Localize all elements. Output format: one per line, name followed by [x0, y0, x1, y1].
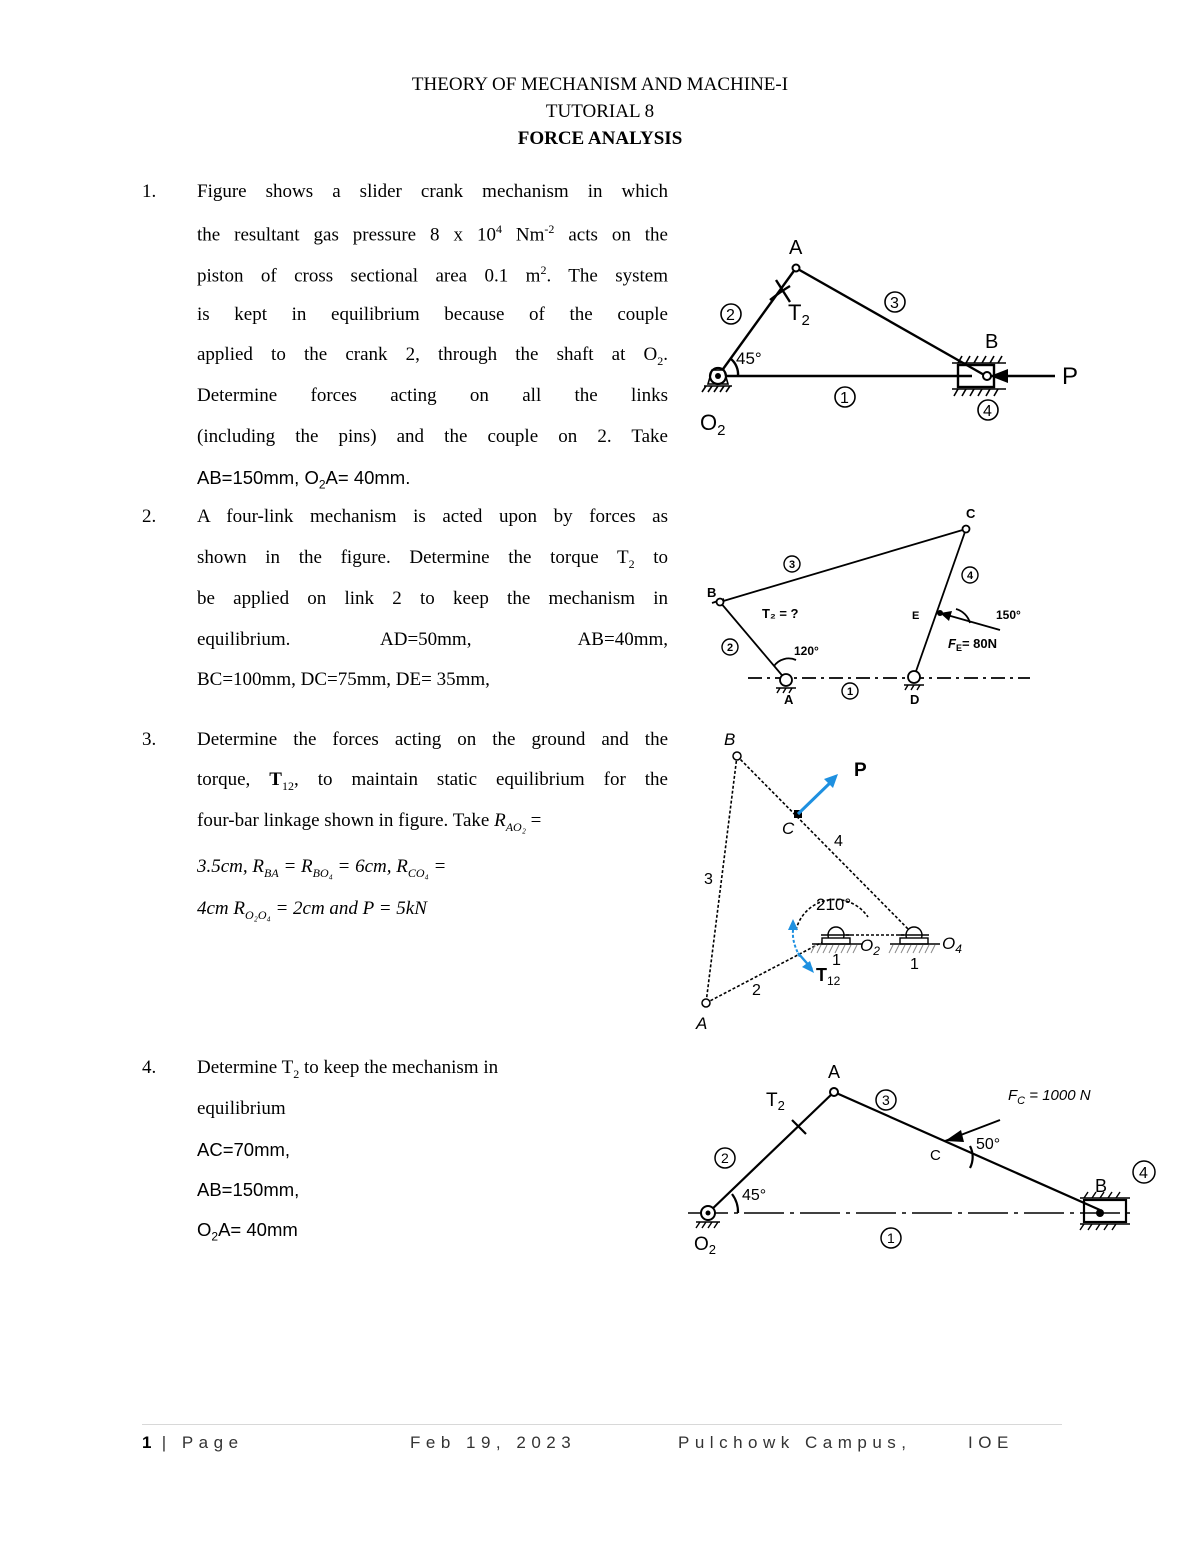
- pivot-o2-label: $O_2$: [694, 1234, 717, 1257]
- link-1-label: 1: [832, 952, 841, 969]
- link-4-label: 4: [967, 570, 974, 582]
- link-2-label: 2: [727, 642, 734, 654]
- joint-b-label: B: [985, 331, 999, 353]
- joint-c-label: C: [782, 819, 795, 838]
- question-number: 4.: [142, 1057, 157, 1078]
- joint-b-label: B: [707, 585, 717, 600]
- link-1-label: 1: [887, 1230, 895, 1246]
- footer-date: Feb 19, 2023: [410, 1433, 577, 1452]
- figure-slider-crank: [690, 230, 1090, 445]
- footer-ioe: IOE: [968, 1433, 1014, 1452]
- footer-campus: Pulchowk Campus,: [678, 1433, 912, 1452]
- q2-line: shown in the figure. Determine the torque $T_2$ to: [197, 547, 669, 571]
- link-2-label: 2: [721, 1150, 729, 1166]
- q3-line: torque, $T_{12}$, to maintain static equilibrium for the: [197, 769, 668, 793]
- angle-120-label: 120°: [794, 644, 819, 658]
- angle-45-label: 45°: [742, 1187, 767, 1204]
- torque-t12-label: $T_{12}$: [816, 965, 841, 988]
- angle-150-label: 150°: [996, 608, 1021, 622]
- link-3-label: 3: [789, 559, 796, 571]
- question-number: 2.: [142, 506, 157, 527]
- link-1-label: 1: [910, 956, 919, 973]
- figure-four-link: [700, 505, 1040, 710]
- angle-50-label: 50°: [976, 1136, 1001, 1153]
- course-title: THEORY OF MECHANISM AND MACHINE-I: [411, 74, 789, 95]
- force-p-label: P: [1062, 363, 1079, 390]
- q1-line: AB=150mm, $O_2A= 40mm$.: [197, 467, 411, 492]
- angle-label: 45°: [736, 349, 762, 368]
- q1-line: is kept in equilibrium because of the couple: [197, 304, 668, 325]
- joint-c-label: C: [930, 1147, 941, 1164]
- link-2-label: 2: [752, 982, 761, 999]
- joint-a-label: A: [828, 1062, 841, 1082]
- q1-line: Determine forces acting on all the links: [197, 385, 668, 406]
- tutorial-number: TUTORIAL 8: [545, 101, 655, 122]
- pivot-o4-label: $O_4$: [942, 934, 962, 956]
- link-4-label: 4: [1139, 1165, 1148, 1182]
- force-fc-label: $F_C = 1000$ N: [1008, 1087, 1091, 1107]
- angle-label: 210°: [816, 895, 852, 914]
- force-p-label: P: [854, 760, 867, 781]
- question-number: 3.: [142, 729, 157, 750]
- figure-four-bar-linkage: [690, 725, 990, 1035]
- pivot-o2-label: $O_2$: [700, 410, 726, 439]
- q1-line: the resultant gas pressure 8 x $10^4$ $Nm^{-2}$ acts on the: [197, 222, 668, 246]
- torque-t2-label: $T_2$: [766, 1090, 785, 1113]
- q3-line: 4cm $R_{O_2O_4} = 2cm$ and P = 5kN: [197, 898, 427, 922]
- torque-t2-label: $T_2$: [788, 300, 810, 329]
- joint-e-label: E: [912, 610, 920, 622]
- q1-line: piston of cross sectional area 0.1 $m^2$. The system: [197, 263, 668, 287]
- q2-line: be applied on link 2 to keep the mechanism in: [197, 588, 668, 609]
- link-4-label: 4: [983, 403, 992, 420]
- link-1-label: 1: [847, 686, 854, 698]
- force-fe-label: $F_E= 80N$: [948, 636, 998, 653]
- q1-line: Figure shows a slider crank mechanism in which: [197, 181, 668, 202]
- joint-d-label: D: [910, 692, 920, 707]
- pivot-o2-label: $O_2$: [860, 936, 880, 958]
- joint-a-label: A: [789, 237, 803, 259]
- link-2-label: 2: [726, 307, 735, 324]
- link-3-label: 3: [882, 1092, 890, 1108]
- q4-line: equilibrium: [197, 1098, 286, 1119]
- q4-line: Determine $T_2$ to keep the mechanism in: [197, 1057, 499, 1081]
- topic-title: FORCE ANALYSIS: [517, 128, 683, 149]
- q2-line: BC=100mm, DC=75mm, DE= 35mm,: [197, 669, 490, 690]
- joint-b-label: B: [1095, 1176, 1108, 1196]
- joint-c-label: C: [966, 506, 976, 521]
- q3-line: four-bar linkage shown in figure. Take $R_{AO_2}$ =: [197, 810, 542, 834]
- figure-slider-crank-force: [680, 1060, 1160, 1260]
- q4-line: AC=70mm,: [197, 1139, 291, 1160]
- q1-line: (including the pins) and the couple on 2. Take: [197, 426, 668, 447]
- link-1-label: 1: [840, 390, 849, 407]
- q3-line: 3.5cm, $R_{BA} = R_{BO_4} = 6cm$, $R_{CO_4}$ =: [197, 856, 447, 880]
- joint-a-label: A: [696, 1014, 708, 1033]
- q4-line: AB=150mm,: [197, 1179, 300, 1200]
- torque-t2-label: T₂ = ?: [762, 606, 799, 621]
- footer-divider: [142, 1424, 1062, 1425]
- joint-a-label: A: [784, 692, 794, 707]
- joint-b-label: B: [724, 730, 736, 749]
- link-4-label: 4: [834, 833, 843, 850]
- link-3-label: 3: [890, 295, 899, 312]
- q3-line: Determine the forces acting on the ground and the: [197, 729, 668, 750]
- q4-line: $O_2A= 40mm$: [197, 1219, 298, 1244]
- link-3-label: 3: [704, 871, 713, 888]
- q1-line: applied to the crank 2, through the shaft at $O_2$.: [197, 344, 668, 368]
- q2-line: A four-link mechanism is acted upon by forces as: [197, 506, 668, 527]
- footer-page: 1 | Page: [142, 1433, 244, 1452]
- question-number: 1.: [142, 181, 157, 202]
